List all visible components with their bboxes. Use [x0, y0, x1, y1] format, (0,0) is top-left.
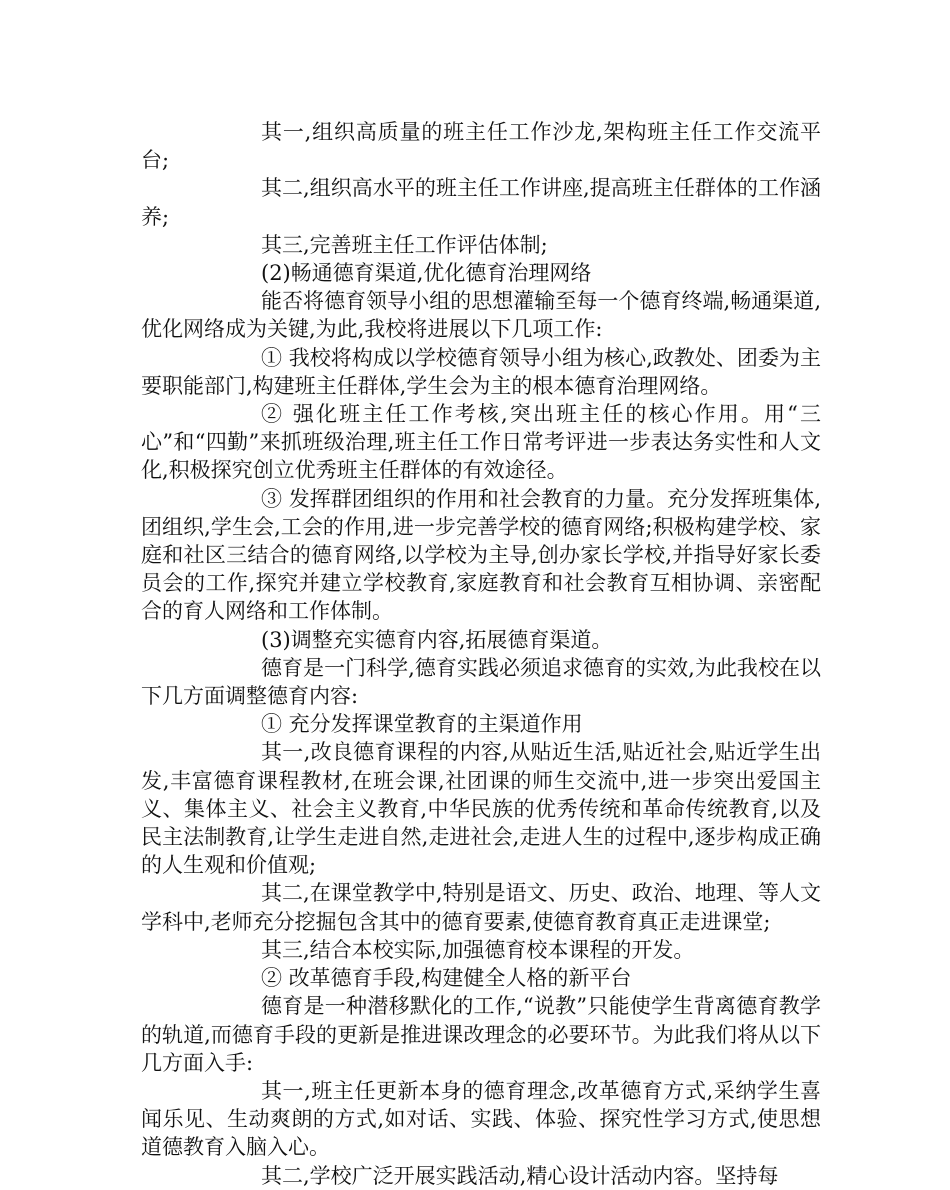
- paragraph-18: 其二,学校广泛开展实践活动,精心设计活动内容。坚持每: [261, 1163, 779, 1188]
- list-item-3: ③ 发挥群团组织的作用和社会教育的力量。充分发挥班集体,团组织,学生会,工会的作用,进一步完善学校的德育网络;积极构建学校、家庭和社区三结合的德育网络,以学校为主导,创办家长学校,并指导好家长委员会的工作,探究并建立学校教育,家庭教育和社会教育互相协调、亲密配合的育人网络和工作体制。: [141, 486, 821, 624]
- paragraph-5: 能否将德育领导小组的思想灌输至每一个德育终端,畅通渠道,优化网络成为关键,为此,我校将进展以下几项工作:: [141, 289, 821, 342]
- section-heading-2: (2)畅通德育渠道,优化德育治理网络: [261, 261, 592, 286]
- paragraph-1: 其一,组织高质量的班主任工作沙龙,架构班主任工作交流平台;: [141, 120, 821, 173]
- paragraph-2: 其二,组织高水平的班主任工作讲座,提高班主任群体的工作涵养;: [141, 176, 821, 229]
- subsection-heading-1: ① 充分发挥课堂教育的主渠道作用: [261, 712, 583, 737]
- paragraph-17: 其一,班主任更新本身的德育理念,改革德育方式,采纳学生喜闻乐见、生动爽朗的方式,如对话、实践、体验、探究性学习方式,使思想道德教育入脑入心。: [141, 1078, 821, 1160]
- paragraph-13: 其二,在课堂教学中,特别是语文、历史、政治、地理、等人文学科中,老师充分挖掘包含其中的德育要素,使德育教育真正走进课堂;: [141, 881, 821, 934]
- list-item-2: ② 强化班主任工作考核,突出班主任的核心作用。用“三心”和“四勤”来抓班级治理,班主任工作日常考评进一步表达务实性和人文化,积极探究创立优秀班主任群体的有效途径。: [141, 402, 821, 483]
- paragraph-10: 德育是一门科学,德育实践必须追求德育的实效,为此我校在以下几方面调整德育内容:: [141, 655, 821, 709]
- paragraph-16: 德育是一种潜移默化的工作,“说教”只能使学生背离德育教学的轨道,而德育手段的更新是推进课改理念的必要环节。为此我们将从以下几方面入手:: [141, 994, 821, 1075]
- paragraph-14: 其三,结合本校实际,加强德育校本课程的开发。: [261, 937, 695, 962]
- paragraph-12: 其一,改良德育课程的内容,从贴近生活,贴近社会,贴近学生出发,丰富德育课程教材,在班会课,社团课的师生交流中,进一步突出爱国主义、集体主义、社会主义教育,中华民族的优秀传统和革命传统教育,以及民主法制教育,让学生走进自然,走进社会,走进人生的过程中,逐步构成正确的人生观和价值观;: [141, 740, 821, 878]
- subsection-heading-2: ② 改革德育手段,构建健全人格的新平台: [261, 966, 632, 991]
- paragraph-3: 其三,完善班主任工作评估体制;: [261, 232, 548, 257]
- list-item-1: ① 我校将构成以学校德育领导小组为核心,政教处、团委为主要职能部门,构建班主任群体,学生会为主的根本德育治理网络。: [141, 345, 821, 398]
- document-body: [141, 118, 821, 1190]
- section-heading-3: (3)调整充实德育内容,拓展德育渠道。: [261, 627, 613, 652]
